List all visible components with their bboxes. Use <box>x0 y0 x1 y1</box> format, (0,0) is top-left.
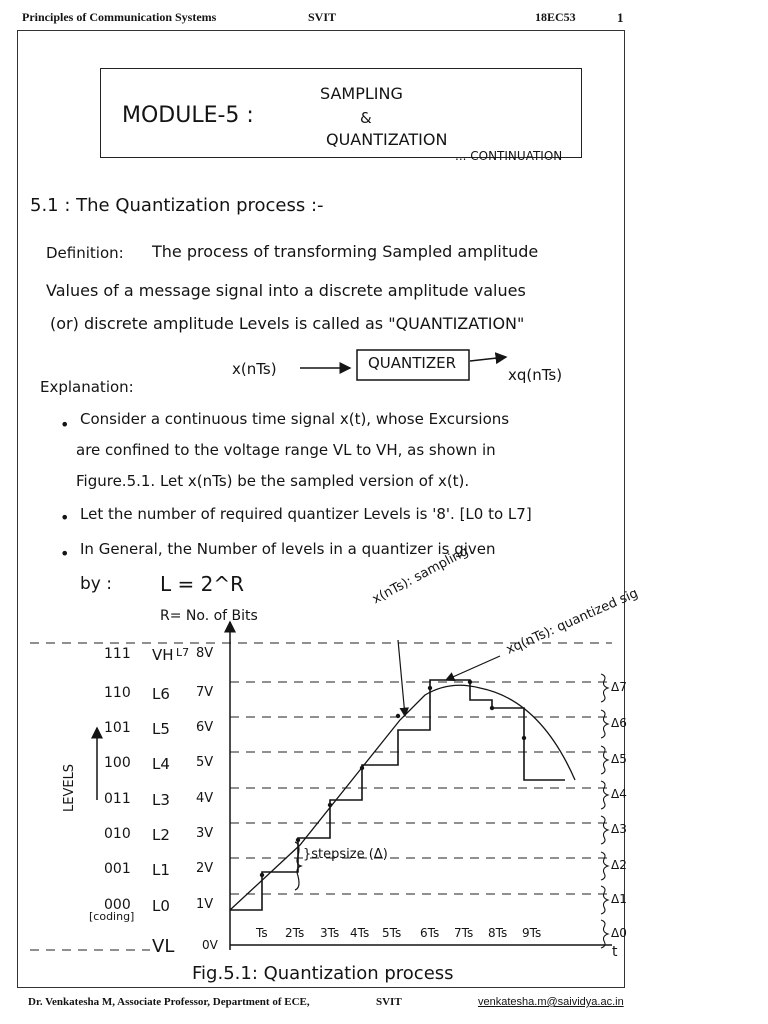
delta-brace <box>601 816 608 844</box>
delta-brace <box>601 674 608 702</box>
sampling-pointer <box>398 640 405 716</box>
delta-brace <box>601 886 608 914</box>
delta-label: Δ5 <box>611 752 627 766</box>
time-tick-label: 6Ts <box>420 926 440 940</box>
sampling-label: x(nTs): sampling <box>370 543 472 608</box>
explanation-b2: Let the number of required quantizer Levels is '8'. [L0 to L7] <box>80 505 532 523</box>
explanation-b3: In General, the Number of levels in a quantizer is given <box>80 540 496 558</box>
explanation-b1-line2: are confined to the voltage range VL to VH, as shown in <box>76 441 496 459</box>
module-title-line1: SAMPLING <box>320 84 403 103</box>
level-volt: 4V <box>196 791 214 806</box>
page-number: 1 <box>617 10 624 25</box>
level-volt: 3V <box>196 826 214 841</box>
sample-point <box>396 714 400 718</box>
delta-brace <box>601 920 608 948</box>
level-code: 010 <box>104 826 131 842</box>
level-volt: 5V <box>196 755 214 770</box>
quantized-pointer <box>446 656 500 680</box>
level-volt: 6V <box>196 720 214 735</box>
quantizer-label: QUANTIZER <box>368 354 457 372</box>
sample-point <box>260 873 264 877</box>
coding-label: [coding] <box>89 910 135 923</box>
level-code: 110 <box>104 685 131 701</box>
level-code: 011 <box>104 791 131 807</box>
delta-label: Δ6 <box>611 716 627 730</box>
time-tick-label: 3Ts <box>320 926 340 940</box>
delta-brace <box>601 852 608 880</box>
bullet-dot: • <box>60 544 70 563</box>
vl-label: VL <box>152 936 175 957</box>
level-code: 000 <box>104 897 131 913</box>
level-name: VH <box>152 646 174 664</box>
sample-point <box>522 736 526 740</box>
delta-label: Δ2 <box>611 858 627 872</box>
quantized-label: xq(nTs): quantized sig <box>504 585 641 658</box>
formula-by: by : <box>80 574 112 594</box>
sample-point <box>468 680 472 684</box>
level-name: L6 <box>152 685 170 703</box>
time-tick-label: 8Ts <box>488 926 508 940</box>
delta-label: Δ4 <box>611 787 627 801</box>
time-tick-label: 2Ts <box>285 926 305 940</box>
sample-point <box>428 686 432 690</box>
t-axis-label: t <box>612 944 618 960</box>
levels-axis-label: LEVELS <box>62 763 77 812</box>
level-name: L5 <box>152 720 170 738</box>
module-continuation: ... CONTINUATION <box>455 149 563 163</box>
time-tick-label: Ts <box>256 926 268 940</box>
level-code: 111 <box>104 646 131 662</box>
definition-line1: The process of transforming Sampled amplitude <box>152 242 539 261</box>
level-volt: 7V <box>196 685 214 700</box>
level-code: 100 <box>104 755 131 771</box>
figure-caption: Fig.5.1: Quantization process <box>192 963 454 984</box>
module-label: MODULE-5 : <box>122 103 254 128</box>
section-heading: 5.1 : The Quantization process :- <box>30 195 324 216</box>
module-title-line3: QUANTIZATION <box>326 130 448 149</box>
header-course: Principles of Communication Systems <box>22 10 217 24</box>
definition-label: Definition: <box>46 244 124 262</box>
explanation-label: Explanation: <box>40 378 134 396</box>
level-name: L1 <box>152 861 170 879</box>
level-code: 001 <box>104 861 131 877</box>
level-name: L0 <box>152 897 170 915</box>
quantizer-input: x(nTs) <box>232 360 277 378</box>
footer-college: SVIT <box>376 996 402 1008</box>
delta-brace <box>601 710 608 738</box>
zero-volt-label: 0V <box>202 938 218 952</box>
footer-author: Dr. Venkatesha M, Associate Professor, Department of ECE, <box>28 996 310 1008</box>
level-name: L2 <box>152 826 170 844</box>
delta-label: Δ7 <box>611 680 627 694</box>
time-tick-label: 9Ts <box>522 926 542 940</box>
level-name: L3 <box>152 791 170 809</box>
delta-brace <box>601 781 608 809</box>
footer-email[interactable]: venkatesha.m@saividya.ac.in <box>478 996 624 1008</box>
module-title-line2: & <box>360 109 372 127</box>
delta-label: Δ0 <box>611 926 627 940</box>
sample-point <box>490 706 494 710</box>
level-name: L4 <box>152 755 170 773</box>
delta-label: Δ3 <box>611 822 627 836</box>
quantizer-output: xq(nTs) <box>508 366 563 384</box>
sample-point <box>360 766 364 770</box>
level-volt: 8V <box>196 646 214 661</box>
explanation-b1-line1: Consider a continuous time signal x(t), whose Excursions <box>80 410 510 428</box>
bullet-dot: • <box>60 508 70 527</box>
bits-definition: R= No. of Bits <box>160 608 258 624</box>
sample-point <box>328 803 332 807</box>
header-college: SVIT <box>308 10 337 24</box>
time-tick-label: 4Ts <box>350 926 370 940</box>
delta-label: Δ1 <box>611 892 627 906</box>
time-tick-label: 7Ts <box>454 926 474 940</box>
level-sub: L7 <box>176 646 190 659</box>
definition-line3: (or) discrete amplitude Levels is called as "QUANTIZATION" <box>50 314 525 333</box>
delta-brace <box>601 746 608 774</box>
header-code: 18EC53 <box>535 10 576 24</box>
level-code: 101 <box>104 720 131 736</box>
level-volt: 2V <box>196 861 214 876</box>
bullet-dot: • <box>60 415 70 434</box>
stepsize-label: }stepsize (Δ) <box>303 847 388 862</box>
levels-formula: L = 2^R <box>160 572 244 596</box>
definition-line2: Values of a message signal into a discrete amplitude values <box>46 281 526 300</box>
time-tick-label: 5Ts <box>382 926 402 940</box>
sample-point <box>296 838 300 842</box>
explanation-b1-line3: Figure.5.1. Let x(nTs) be the sampled version of x(t). <box>76 472 470 490</box>
level-volt: 1V <box>196 897 214 912</box>
